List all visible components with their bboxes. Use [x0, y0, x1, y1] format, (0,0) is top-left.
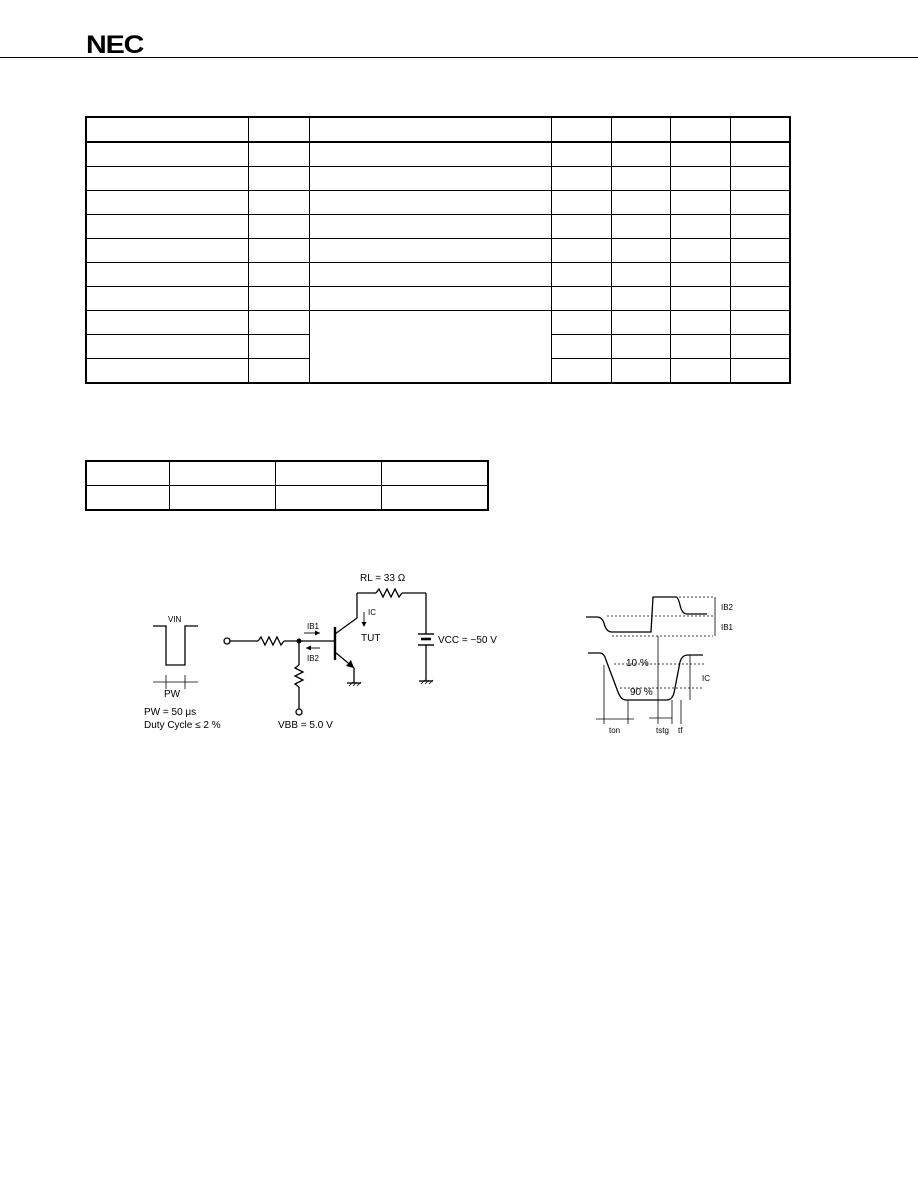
vin-label: VIN	[168, 615, 182, 624]
duty-cycle-note: Duty Cycle ≤ 2 %	[144, 720, 221, 731]
tut-label: TUT	[361, 633, 381, 644]
load-resistor	[376, 589, 402, 597]
input-pulse	[153, 626, 198, 689]
wave-ic-label: IC	[702, 674, 710, 683]
vcc-label: VCC = −50 V	[438, 635, 497, 646]
tf-label: tf	[678, 726, 683, 735]
vbb-label: VBB = 5.0 V	[278, 720, 333, 731]
pw-note: PW = 50 μs	[144, 707, 197, 718]
input-terminal	[224, 638, 230, 644]
collector-current-waveform	[588, 636, 704, 724]
ib1-label: IB1	[307, 622, 320, 631]
vcc-battery	[418, 634, 434, 645]
vbb-terminal	[296, 709, 302, 715]
base-resistor	[258, 637, 284, 645]
bias-resistor	[295, 665, 303, 687]
nec-logo: NEC	[86, 31, 144, 59]
transistor-tut	[335, 593, 361, 686]
ton-label: ton	[609, 726, 621, 735]
ten-percent-label: 10 %	[626, 658, 649, 669]
rl-label: RL = 33 Ω	[360, 573, 406, 584]
pw-label: PW	[164, 689, 181, 700]
ninety-percent-label: 90 %	[630, 687, 653, 698]
base-current-waveform	[586, 597, 715, 636]
ib2-label: IB2	[307, 654, 320, 663]
ic-label: IC	[368, 608, 376, 617]
wave-ib1-label: IB1	[721, 623, 734, 632]
tstg-label: tstg	[656, 726, 669, 735]
wave-ib2-label: IB2	[721, 603, 734, 612]
